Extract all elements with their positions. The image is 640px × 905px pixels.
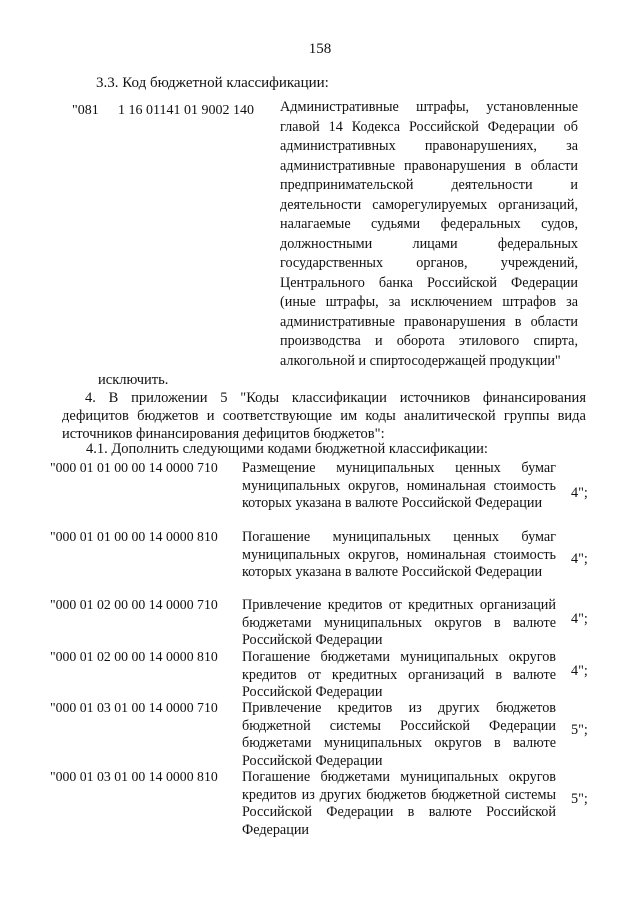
budget-code: 1 16 01141 01 9002 140 bbox=[118, 103, 254, 118]
budget-code-row bbox=[72, 103, 254, 119]
entry-suffix: 5"; bbox=[571, 722, 588, 738]
entry-suffix: 5"; bbox=[571, 791, 588, 807]
budget-code-description: Административные штрафы, установленные главой 14 Кодекса Российской Федерации об административных правонарушениях, за административные правонарушения в области предпринимательской деятельности и деятельности саморегулируемых организаций, налагаемые судьями федеральных судов, должностными лицами федеральных государственных органов, учреждений, Центрального банка Российской Федерации (иные штрафы, за исключением штрафов за административные правонарушения в области производства и оборота этилового спирта, алкогольной и спиртосодержащей продукции" bbox=[280, 99, 578, 369]
entry-suffix: 4"; bbox=[571, 663, 588, 679]
entry-code: "000 01 01 00 00 14 0000 810 bbox=[50, 529, 218, 544]
item-4-1-heading: 4.1. Дополнить следующими кодами бюджетной классификации: bbox=[86, 441, 488, 457]
entry-description: Размещение муниципальных ценных бумаг муниципальных округов, номинальная стоимость которых указана в валюте Российской Федерации bbox=[242, 460, 556, 511]
item-4-paragraph: 4. В приложении 5 "Коды классификации источников финансирования дефицитов бюджетов и соответствующие им коды аналитической группы вида источников финансирования дефицитов бюджетов": bbox=[62, 390, 586, 442]
entry-description: Привлечение кредитов из других бюджетов бюджетной системы Российской Федерации бюджетами муниципальных округов в валюте Российской Федерации bbox=[242, 700, 556, 769]
entry-description: Погашение муниципальных ценных бумаг муниципальных округов, номинальная стоимость которых указана в валюте Российской Федерации bbox=[242, 529, 556, 580]
entry-suffix: 4"; bbox=[571, 485, 588, 501]
entry-suffix: 4"; bbox=[571, 551, 588, 567]
entry-description: Погашение бюджетами муниципальных округов кредитов от кредитных организаций в валюте Российской Федерации bbox=[242, 649, 556, 700]
page-number: 158 bbox=[308, 41, 332, 57]
entry-code: "000 01 02 00 00 14 0000 810 bbox=[50, 649, 218, 664]
section-3-3-title: 3.3. Код бюджетной классификации: bbox=[96, 75, 329, 91]
entry-code: "000 01 03 01 00 14 0000 710 bbox=[50, 700, 218, 715]
entry-description: Привлечение кредитов от кредитных организаций бюджетами муниципальных округов в валюте Российской Федерации bbox=[242, 597, 556, 648]
entry-code: "000 01 01 00 00 14 0000 710 bbox=[50, 460, 218, 475]
entry-description: Погашение бюджетами муниципальных округов кредитов из других бюджетов бюджетной системы Российской Федерации в валюте Российской Федерации bbox=[242, 769, 556, 838]
admin-code: "081 bbox=[72, 103, 99, 118]
entry-suffix: 4"; bbox=[571, 611, 588, 627]
entry-code: "000 01 02 00 00 14 0000 710 bbox=[50, 597, 218, 612]
exclude-text: исключить. bbox=[98, 372, 169, 388]
entry-code: "000 01 03 01 00 14 0000 810 bbox=[50, 769, 218, 784]
